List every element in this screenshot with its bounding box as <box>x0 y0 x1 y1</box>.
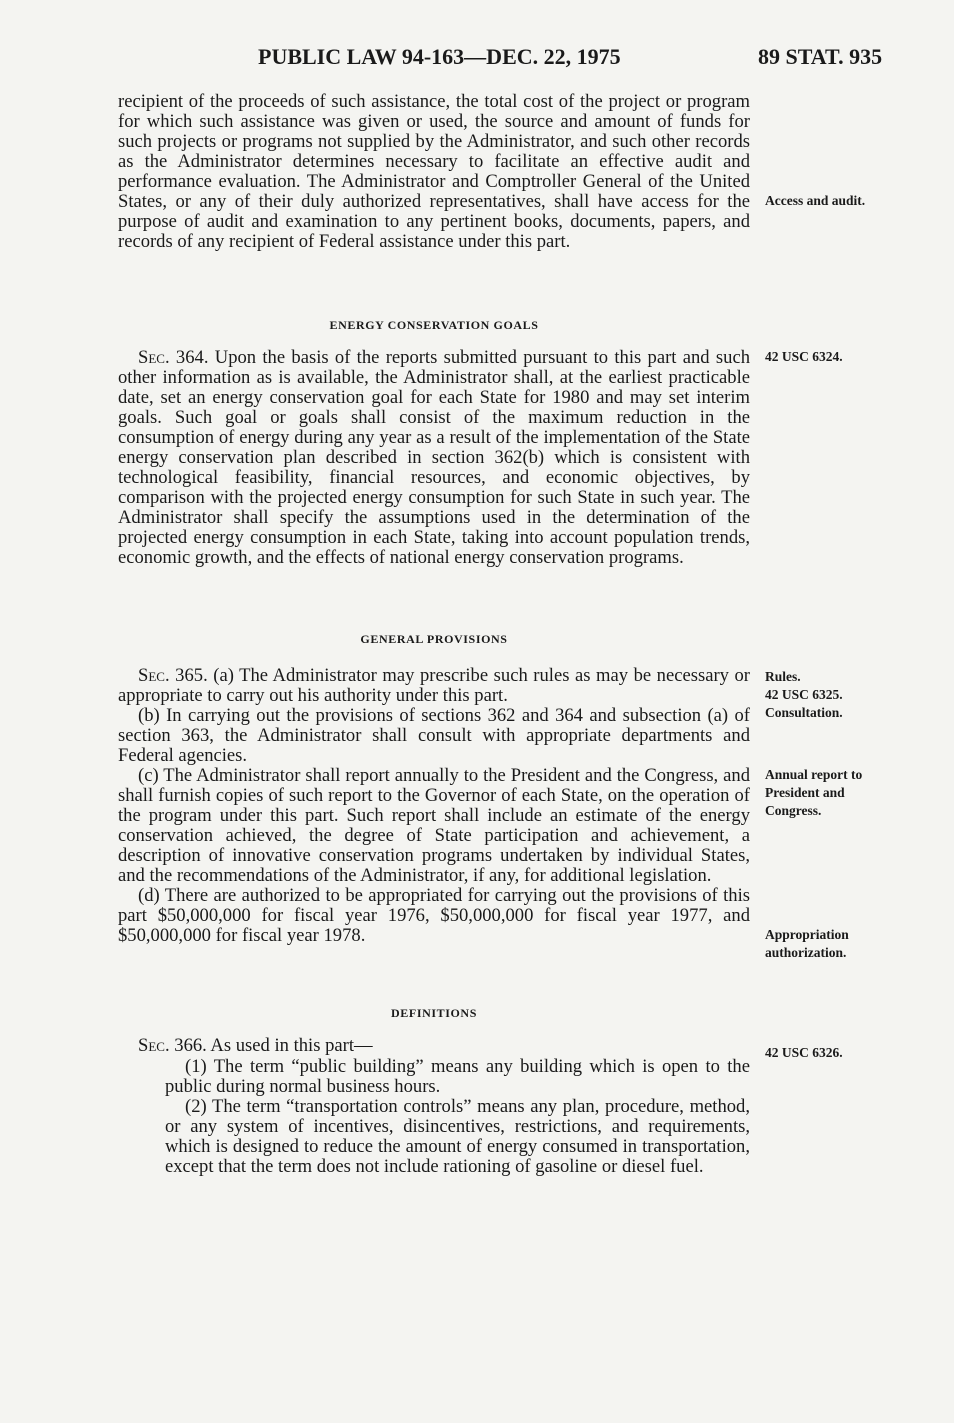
section-366-paragraph <box>118 1036 750 1056</box>
section-366-intro <box>118 1036 750 1056</box>
section-label: Sec. <box>138 1035 170 1056</box>
heading-energy-conservation-goals: ENERGY CONSERVATION GOALS <box>329 318 539 332</box>
margin-note-appropriation <box>765 926 915 962</box>
margin-note-rules <box>765 668 915 722</box>
margin-note-line: Consultation. <box>765 705 843 720</box>
definition-item: (2) The term “transportation controls” means any plan, procedure, method, or any system of incentives, disincentives, restrictions, and requirements, which is designed to reduce the amount of energy consumed in transportation, except that the term does not include rationing of gasoline or diesel fuel. <box>165 1096 750 1177</box>
heading-definitions: DEFINITIONS <box>391 1006 477 1020</box>
paragraph-text: recipient of the proceeds of such assistance, the total cost of the project or program for which such assistance was given or used, the source and amount of funds for such projects or programs not supplied by the Administrator, and such other records as the Administrator determines necessary to facilitate an effective audit and performance evaluation. The Administrator and Comptroller General of the United States, or any of their duly authorized representatives, shall have access for the purpose of audit and examination to any pertinent books, documents, papers, and records of any recipient of Federal assistance under this part. <box>118 91 750 252</box>
section-364-paragraph <box>118 348 750 568</box>
section-365d-paragraph: (d) There are authorized to be appropriated for carrying out the provisions of this part $50,000,000 for fiscal year 1976, $50,000,000 for fiscal year 1977, and $50,000,000 for fiscal year 1978. <box>118 885 750 946</box>
definitions-list <box>165 1057 750 1177</box>
definition-item: (1) The term “public building” means any building which is open to the public during normal business hours. <box>165 1056 750 1097</box>
margin-note-line: Annual report to <box>765 767 863 782</box>
margin-note-line: 42 USC 6325. <box>765 687 843 702</box>
margin-note-line: Appropriation <box>765 927 849 942</box>
section-364-text: 364. Upon the basis of the reports submitted pursuant to this part and such other information as is available, the Administrator shall, at the earliest practicable date, set an energy conservation goal for each State for 1980 and may set interim goals. Such goal or goals shall consist of the maximum reduction in the consumption of energy during any year as a result of the implementation of the State energy conservation plan described in section 362(b) which is consistent with technological feasibility, financial resources, and economic objectives, by comparison with the projected energy consumption for such State in such year. The Administrator shall specify the assumptions used in the determination of the projected energy consumption in each State, taking into account population trends, economic growth, and the effects of national energy conservation programs. <box>118 347 750 568</box>
section-label: Sec. <box>138 665 170 686</box>
section-365a-text: 365. (a) The Administrator may prescribe such rules as may be necessary or appropriate to carry out his authority under this part. <box>118 665 750 706</box>
section-366-text: 366. As used in this part— <box>174 1035 373 1056</box>
margin-note-line: Rules. <box>765 669 801 684</box>
section-364 <box>118 348 750 568</box>
margin-note-line: President and <box>765 785 845 800</box>
section-365 <box>118 666 750 946</box>
margin-note-annual-report <box>765 766 915 820</box>
margin-note-usc-6324: 42 USC 6324. <box>765 349 843 364</box>
section-365c-paragraph: (c) The Administrator shall report annually to the President and the Congress, and shall furnish copies of such report to the Governor of each State, on the operation of the program under this part. Such report shall include an estimate of the energy conservation achieved, the degree of State participation and achievement, a description of innovative conservation programs undertaken by individual States, and the recommendations of the Administrator, if any, for additional legislation. <box>118 765 750 886</box>
running-header-title: PUBLIC LAW 94-163—DEC. 22, 1975 <box>258 44 621 69</box>
margin-note-line: Congress. <box>765 803 822 818</box>
section-label: Sec. <box>138 347 170 368</box>
margin-note-access-audit: Access and audit. <box>765 193 866 208</box>
heading-general-provisions: GENERAL PROVISIONS <box>360 632 508 646</box>
continuation-paragraph <box>118 92 750 252</box>
margin-note-line: authorization. <box>765 945 847 960</box>
statute-page-number: 89 STAT. 935 <box>758 44 883 69</box>
section-365b-paragraph: (b) In carrying out the provisions of sections 362 and 364 and subsection (a) of section 363, the Administrator shall consult with appropriate departments and Federal agencies. <box>118 705 750 766</box>
margin-note-usc-6326: 42 USC 6326. <box>765 1045 843 1060</box>
section-365a-paragraph <box>118 666 750 706</box>
